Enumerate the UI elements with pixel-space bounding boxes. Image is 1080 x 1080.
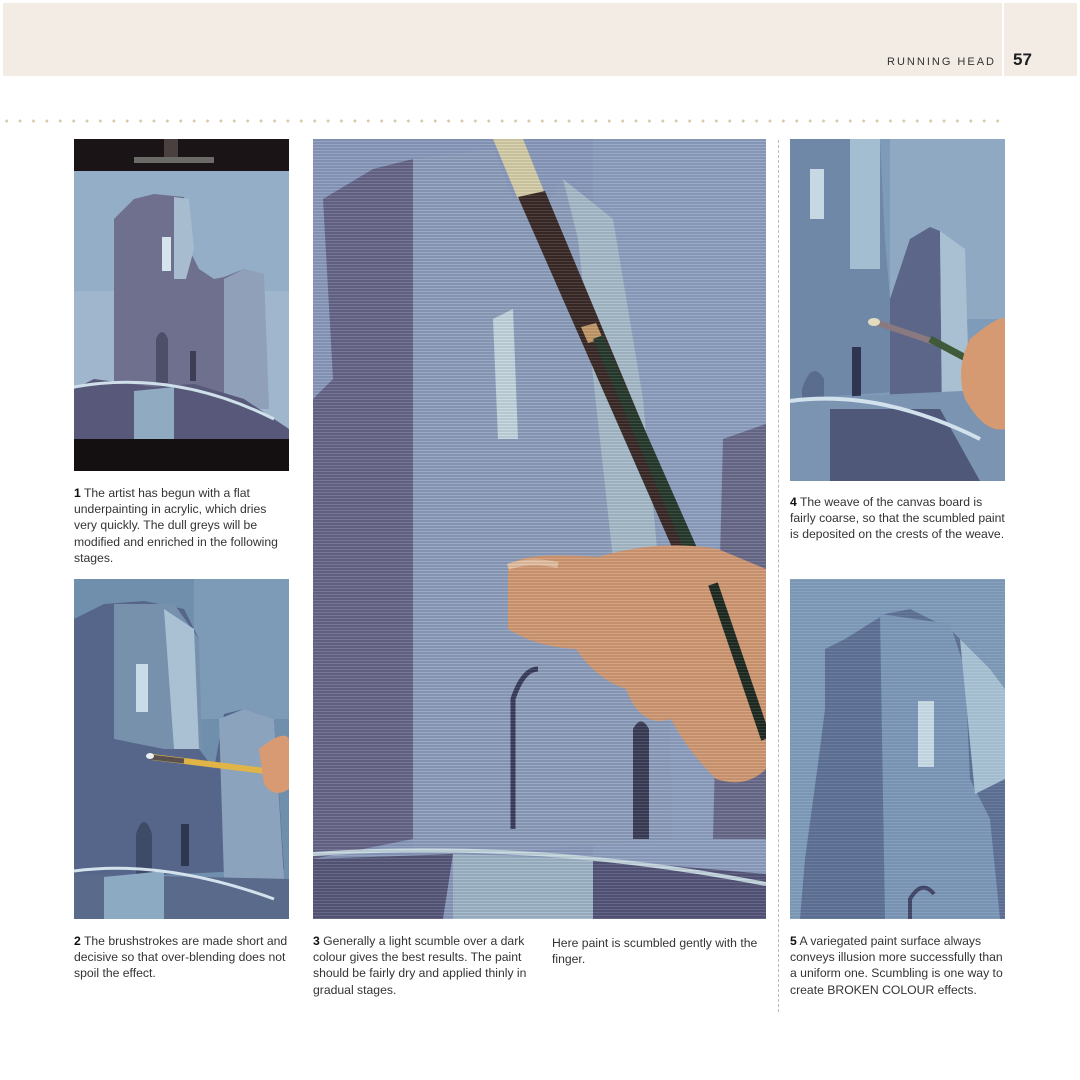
figure-2-image <box>74 579 289 919</box>
figure-1-image <box>74 139 289 471</box>
painting-image-icon <box>790 579 1005 919</box>
caption-text: The artist has begun with a flat underpainting in acrylic, which dries very quickly. The dull greys will be modified and enriched in the following stages. <box>74 486 278 565</box>
figure-3-caption <box>313 933 528 998</box>
figure-4-caption <box>790 494 1005 543</box>
figure-2-caption <box>74 933 289 982</box>
figure-number: 5 <box>790 934 797 948</box>
figure-5-image <box>790 579 1005 919</box>
caption-text: Here paint is scumbled gently with the finger. <box>552 936 758 967</box>
figure-3-image <box>313 139 766 919</box>
figure-4-image <box>790 139 1005 481</box>
figure-5-caption <box>790 933 1008 998</box>
painting-image-icon <box>74 139 289 471</box>
painting-image-icon <box>74 579 289 919</box>
painting-image-icon <box>790 139 1005 481</box>
figure-1-caption <box>74 485 289 566</box>
painting-image-icon <box>313 139 766 919</box>
header-divider <box>1002 3 1004 76</box>
dotted-rule-divider <box>0 119 1006 123</box>
caption-text: Generally a light scumble over a dark colour gives the best results. The paint should be fairly dry and applied thinly in gradual stages. <box>313 934 527 997</box>
figure-3-secondary-caption <box>552 935 762 967</box>
page-number: 57 <box>1013 50 1032 69</box>
figure-number: 1 <box>74 486 81 500</box>
caption-text: A variegated paint surface always conveys illusion more successfully than a uniform one. Scumbling is one way to create BROKEN COLOUR effects. <box>790 934 1003 997</box>
caption-text: The weave of the canvas board is fairly coarse, so that the scumbled paint is deposited on the crests of the weave. <box>790 495 1005 542</box>
figure-number: 4 <box>790 495 797 509</box>
column-divider <box>778 140 779 1012</box>
figure-number: 3 <box>313 934 320 948</box>
figure-number: 2 <box>74 934 81 948</box>
caption-text: The brushstrokes are made short and decisive so that over-blending does not spoil the effect. <box>74 934 288 981</box>
running-head: RUNNING HEAD <box>887 56 996 68</box>
